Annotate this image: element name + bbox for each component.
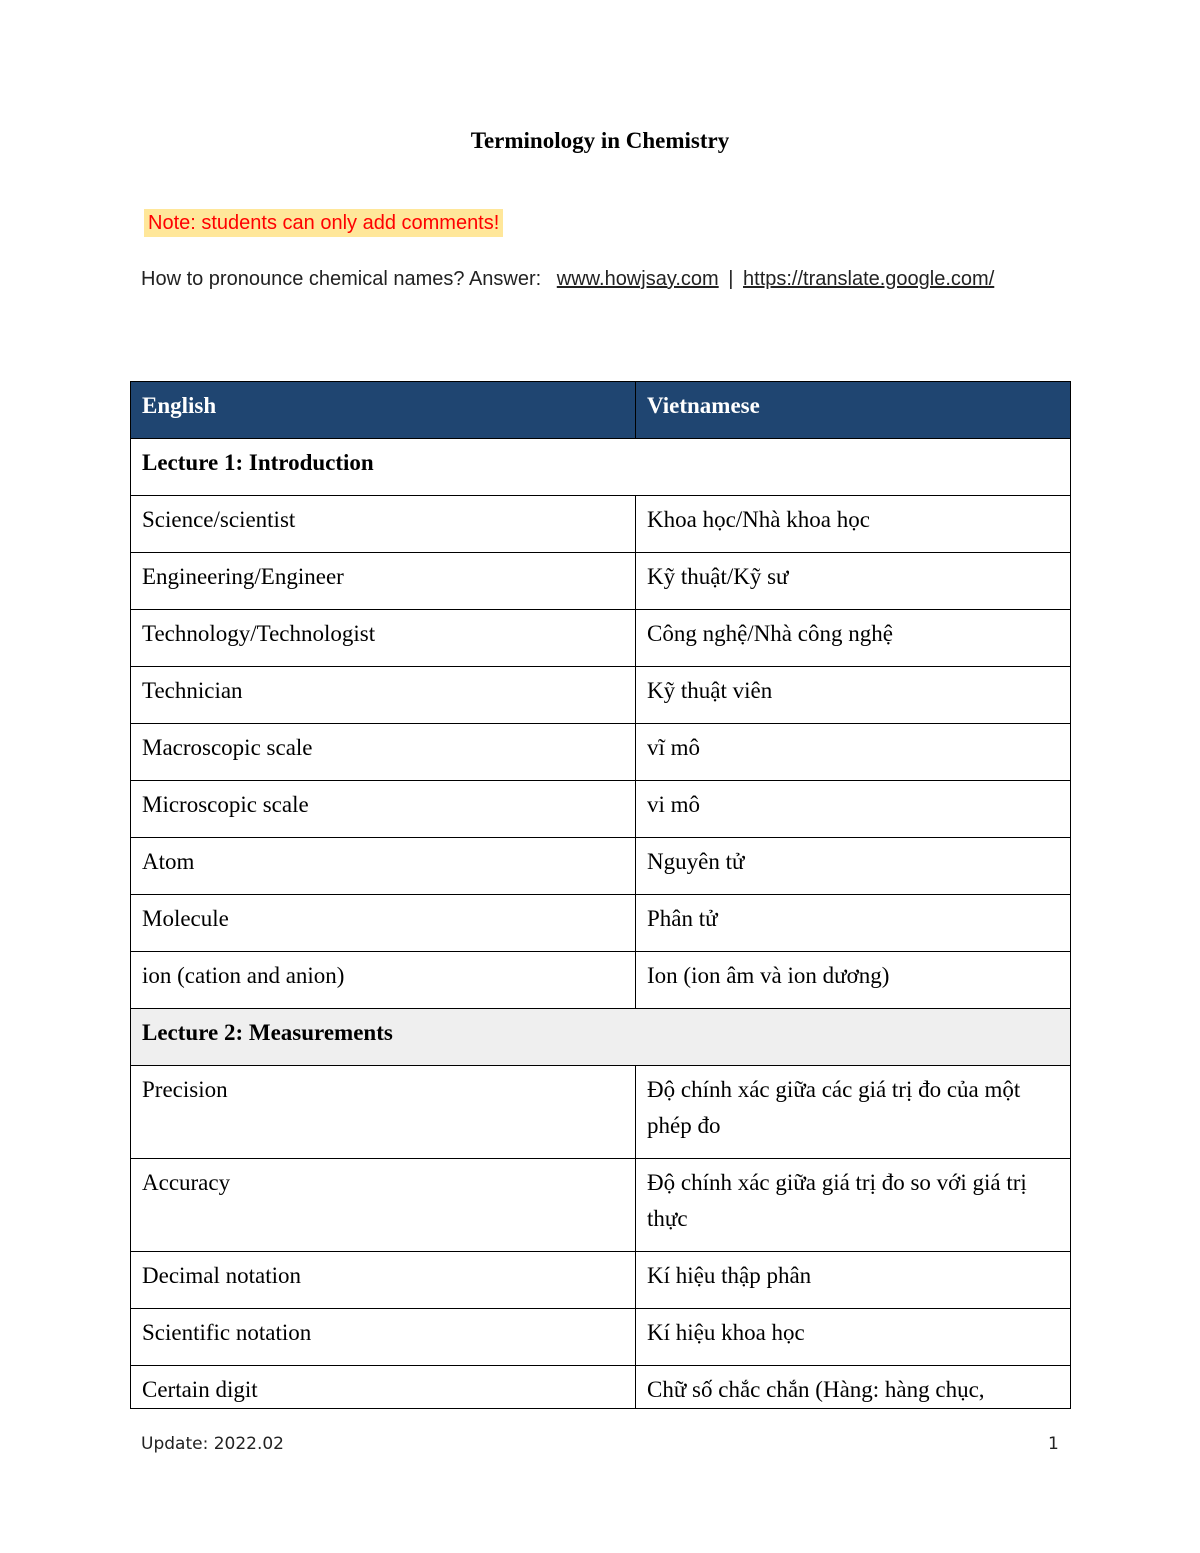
section-row [131,439,1071,496]
table-row [131,1066,1071,1159]
english-term: Technology/Technologist [131,610,636,667]
english-term: Decimal notation [131,1252,636,1309]
english-term: Certain digit [131,1366,636,1409]
google-translate-link[interactable]: https://translate.google.com/ [743,268,995,290]
link-separator: | [728,268,734,290]
vietnamese-term: vĩ mô [636,724,1071,781]
english-term: Molecule [131,895,636,952]
table-row [131,724,1071,781]
footer-update: Update: 2022.02 [141,1434,284,1454]
english-term: Engineering/Engineer [131,553,636,610]
vietnamese-term: Chữ số chắc chắn (Hàng: hàng chục, [636,1366,1071,1409]
howjsay-link[interactable]: www.howjsay.com [556,268,719,290]
english-term: Scientific notation [131,1309,636,1366]
vietnamese-term: vi mô [636,781,1071,838]
english-term: Microscopic scale [131,781,636,838]
table-row [131,1309,1071,1366]
vietnamese-term: Kỹ thuật viên [636,667,1071,724]
table-row [131,1252,1071,1309]
vietnamese-term: Độ chính xác giữa giá trị đo so với giá trị thực [636,1159,1071,1252]
english-term: Precision [131,1066,636,1159]
table-row [131,838,1071,895]
table-row [131,610,1071,667]
table-row [131,553,1071,610]
table-row [131,952,1071,1009]
table-row [131,895,1071,952]
table-row [131,1366,1071,1409]
note-highlight: Note: students can only add comments! [144,209,503,237]
vietnamese-term: Khoa học/Nhà khoa học [636,496,1071,553]
section-title: Lecture 1: Introduction [131,439,1071,496]
vietnamese-term: Độ chính xác giữa các giá trị đo của một phép đo [636,1066,1071,1159]
page-number: 1 [1048,1434,1059,1454]
english-term: Macroscopic scale [131,724,636,781]
english-term: Accuracy [131,1159,636,1252]
english-term: Technician [131,667,636,724]
pronounce-question: How to pronounce chemical names? Answer: [141,268,542,290]
english-term: Science/scientist [131,496,636,553]
table-header-row [131,382,1071,439]
pronounce-line [141,268,994,291]
document-title: Terminology in Chemistry [470,128,730,153]
table-row [131,496,1071,553]
header-english: English [131,382,636,439]
vietnamese-term: Kí hiệu khoa học [636,1309,1071,1366]
table-row [131,1159,1071,1252]
english-term: Atom [131,838,636,895]
vietnamese-term: Kí hiệu thập phân [636,1252,1071,1309]
section-title: Lecture 2: Measurements [131,1009,1071,1066]
vietnamese-term: Nguyên tử [636,838,1071,895]
vietnamese-term: Phân tử [636,895,1071,952]
vietnamese-term: Kỹ thuật/Kỹ sư [636,553,1071,610]
section-row [131,1009,1071,1066]
terminology-table [130,381,1071,1409]
table-row [131,781,1071,838]
vietnamese-term: Công nghệ/Nhà công nghệ [636,610,1071,667]
header-vietnamese: Vietnamese [636,382,1071,439]
table-row [131,667,1071,724]
english-term: ion (cation and anion) [131,952,636,1009]
vietnamese-term: Ion (ion âm và ion dương) [636,952,1071,1009]
